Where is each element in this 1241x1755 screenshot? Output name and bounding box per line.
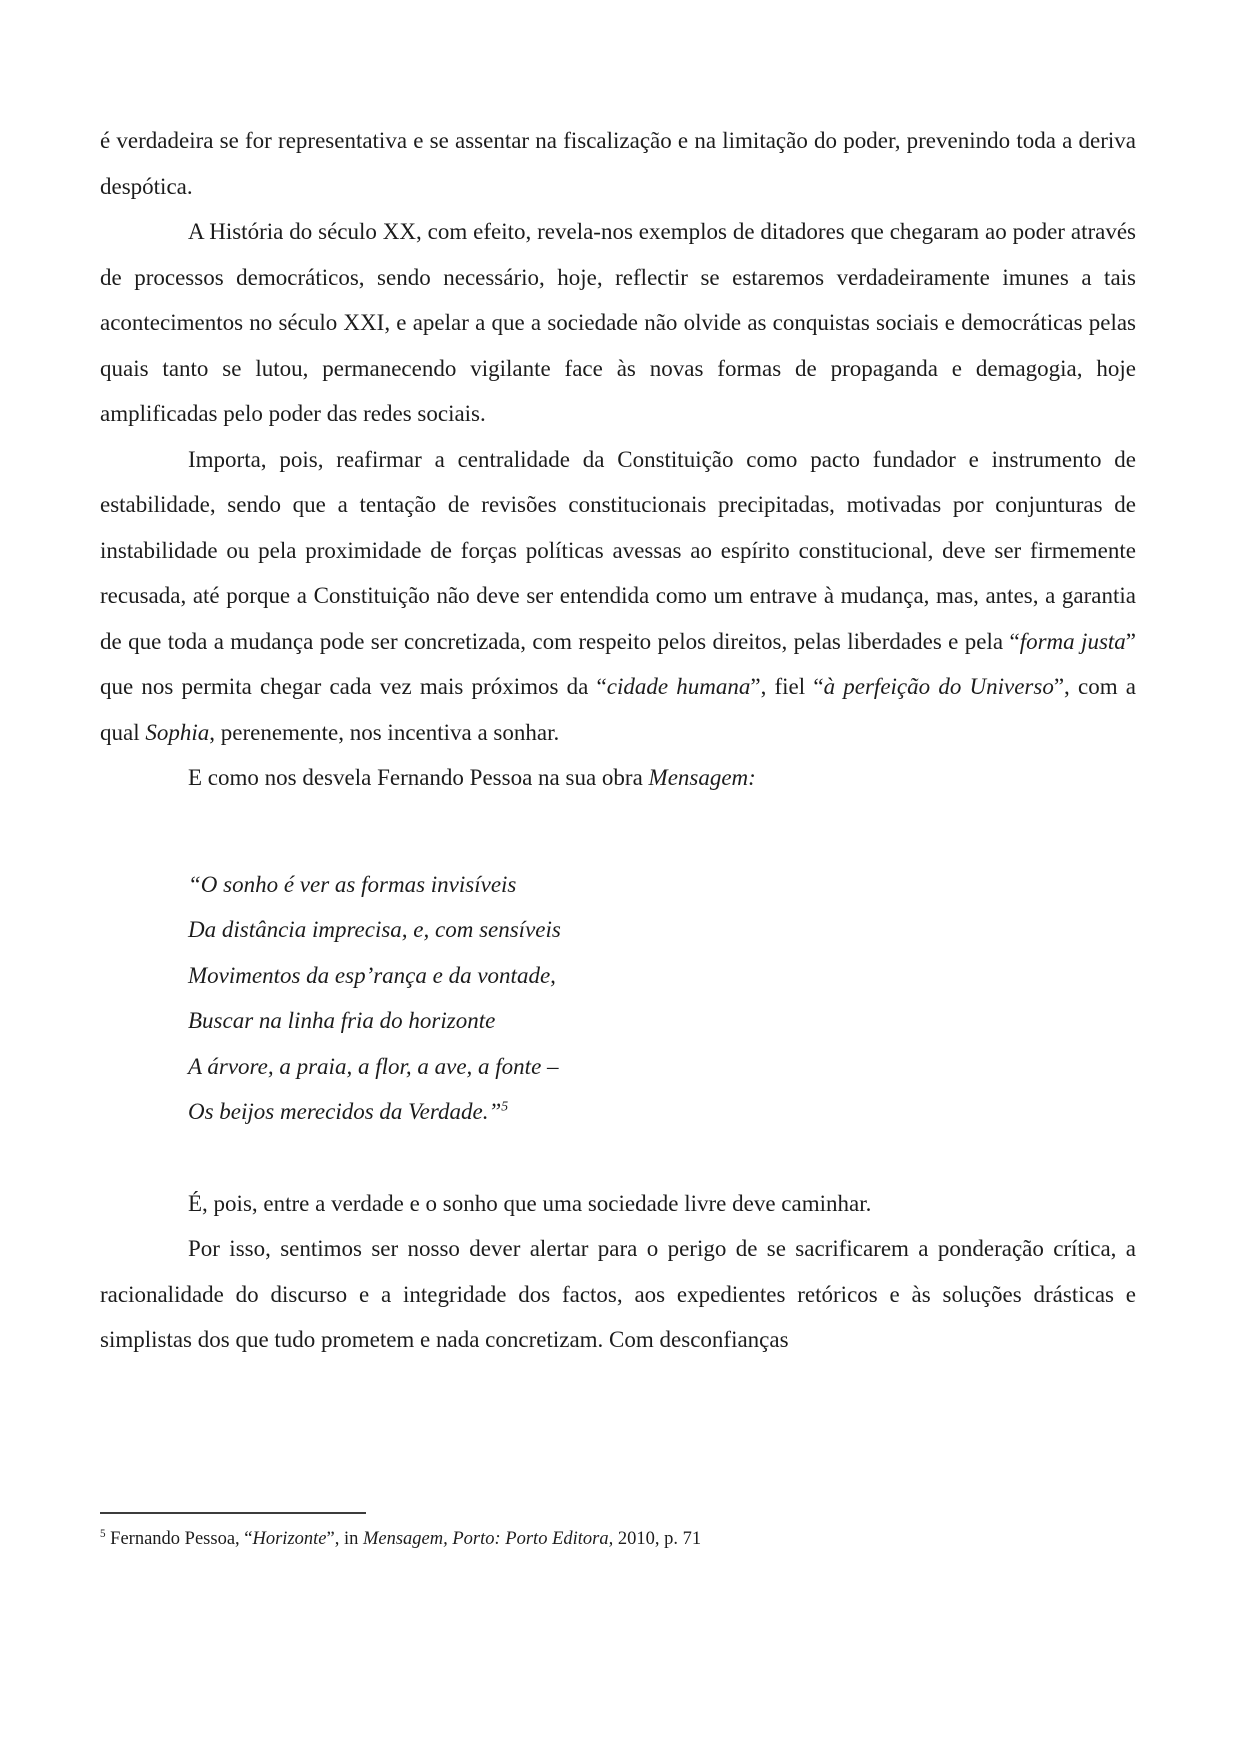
text-run: Horizonte: [252, 1529, 327, 1549]
text-run: Buscar na linha fria do horizonte: [188, 1008, 496, 1033]
text-run: forma justa: [1019, 628, 1126, 654]
text-run: 5: [501, 1098, 509, 1114]
footnote-text: [100, 1526, 1136, 1552]
footnote-area: [100, 1512, 1136, 1552]
text-run: A História do século XX, com efeito, revela-nos exemplos de ditadores que chegaram ao poder através de processos democráticos, sendo necessário, hoje, reflectir se estaremos verdadeiramente imunes a tais acontecimentos no século XXI, e apelar a que a sociedade não olvide as conquistas sociais e democráticas pelas quais tanto se lutou, permanecendo vigilante face às novas formas de propaganda e demagogia, hoje amplificadas pelo poder das redes sociais.: [100, 219, 1136, 426]
text-run: 2010, p. 71: [613, 1529, 702, 1549]
text-run: Mensagem, Porto: Porto Editora,: [362, 1529, 614, 1549]
text-run: ”, in: [326, 1529, 363, 1549]
text-run: ”, fiel “: [750, 674, 824, 699]
text-run: É, pois, entre a verdade e o sonho que uma sociedade livre deve caminhar.: [188, 1190, 872, 1216]
poem-line: [188, 1089, 1136, 1135]
poem-quote: [188, 862, 1136, 1135]
text-run: Os beijos merecidos da Verdade.”: [188, 1099, 502, 1124]
text-run: , perenemente, nos incentiva a sonhar.: [209, 719, 560, 745]
text-run: E como nos desvela Fernando Pessoa na sua obra: [188, 765, 649, 790]
footnote-separator-rule: [100, 1512, 366, 1514]
text-run: 5: [100, 1527, 106, 1540]
paragraph-continuation: [100, 118, 1136, 209]
poem-line: [188, 1044, 1136, 1090]
text-run: Sophia: [145, 719, 210, 745]
text-run: Por isso, sentimos ser nosso dever alertar para o perigo de se sacrificarem a ponderação crítica, a racionalidade do discurso e a integridade dos factos, aos expedientes retóricos e às soluções drásticas e simplistas dos que tudo prometem e nada concretizam. Com desconfianças: [100, 1236, 1136, 1352]
text-run: Mensagem:: [648, 765, 756, 790]
text-run: ” que nos permita chegar cada vez mais próximos da “: [100, 628, 1136, 699]
poem-line: [188, 862, 1136, 908]
text-run: A árvore, a praia, a flor, a ave, a fonte –: [188, 1053, 559, 1079]
text-run: Fernando Pessoa, “: [105, 1529, 253, 1549]
text-run: é verdadeira se for representativa e se assentar na fiscalização e na limitação do poder, prevenindo toda a deriva despótica.: [100, 128, 1136, 199]
poem-line: [188, 907, 1136, 953]
paragraph-fernando-pessoa-intro: [100, 755, 1136, 801]
poem-line: [188, 998, 1136, 1044]
text-run: Importa, pois, reafirmar a centralidade da Constituição como pacto fundador e instrumento de estabilidade, sendo que a tentação de revisões constitucionais precipitadas, motivadas por conjunturas de instabilidade ou pela proximidade de forças políticas avessas ao espírito constitucional, deve ser firmemente recusada, até porque a Constituição não deve ser entendida como um entrave à mudança, mas, antes, a garantia de que toda a mudança pode ser concretizada, com respeito pelos direitos, pelas liberdades e pela “: [100, 446, 1136, 654]
paragraph-historia-seculo-xx: [100, 209, 1136, 437]
text-run: Movimentos da esp’rança e da vontade,: [188, 962, 556, 988]
text-run: à perfeição do Universo: [823, 674, 1054, 699]
text-run: “O sonho é ver as formas invisíveis: [188, 871, 517, 897]
text-run: Da distância imprecisa, e, com sensíveis: [188, 917, 561, 942]
text-run: cidade humana: [606, 674, 751, 699]
text-run: ”, com a qual: [100, 674, 1136, 745]
paragraph-verdade-sonho: [100, 1181, 1136, 1227]
paragraph-importa-constituicao: [100, 437, 1136, 756]
paragraph-por-isso: [100, 1226, 1136, 1363]
poem-line: [188, 953, 1136, 999]
